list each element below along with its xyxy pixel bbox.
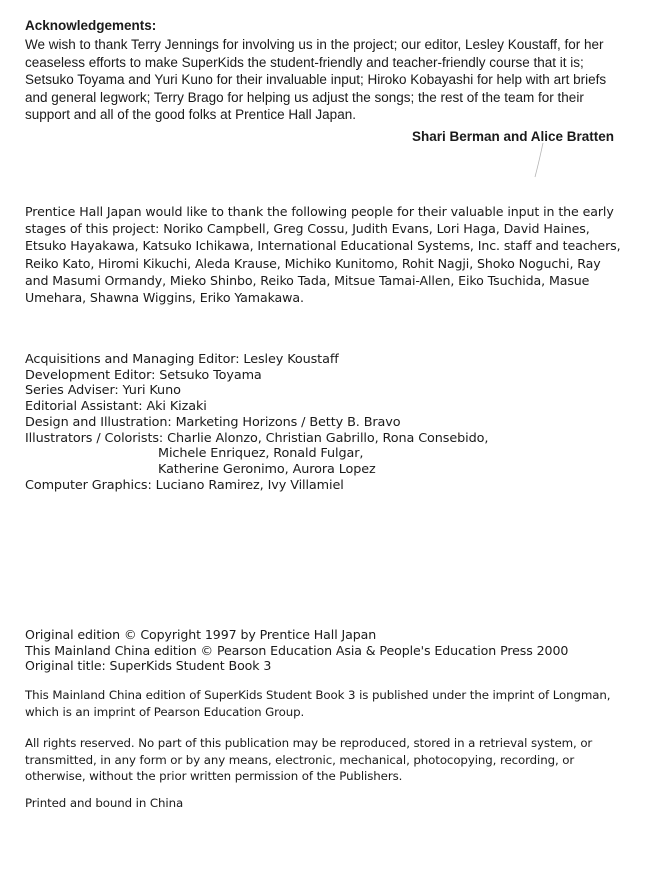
credit-series-adviser: Series Adviser: Yuri Kuno [25, 383, 181, 399]
acknowledgements-line: support and all of the good folks at Prentice Hall Japan. [25, 107, 356, 123]
original-edition-copyright: Original edition © Copyright 1997 by Prentice Hall Japan [25, 627, 377, 642]
credit-illustrators-continued: Katherine Geronimo, Aurora Lopez [158, 461, 376, 477]
stray-pen-mark [533, 142, 545, 178]
acknowledgements-heading: Acknowledgements: [25, 18, 157, 33]
thanks-line: Etsuko Hayakawa, Katsuko Ichikawa, International Educational Systems, Inc. staff and teachers, [25, 238, 621, 254]
authors-signature: Shari Berman and Alice Bratten [411, 129, 614, 144]
mainland-edition-copyright: This Mainland China edition © Pearson Education Asia & People's Education Press 2000 [25, 642, 569, 658]
acknowledgements-line: Setsuko Toyama and Yuri Kuno for their invaluable input; Hiroko Kobayashi for help with art briefs [25, 72, 607, 88]
rights-line: All rights reserved. No part of this publication may be reproduced, stored in a retrieval system, or [25, 736, 593, 750]
rights-line: transmitted, in any form or by any means, electronic, mechanical, photocopying, recording, or [25, 752, 575, 767]
credit-illustrators: Illustrators / Colorists: Charlie Alonzo, Christian Gabrillo, Rona Consebido, [25, 430, 489, 446]
imprint-line: This Mainland China edition of SuperKids Student Book 3 is published under the imprint of Longman, [25, 688, 611, 702]
thanks-line: Reiko Kato, Hiromi Kikuchi, Aleda Krause, Michiko Kunitomo, Rohit Nagji, Shoko Noguchi, Ray [25, 255, 601, 271]
edition-info [25, 627, 635, 674]
prentice-hall-thanks [25, 203, 635, 306]
thanks-line: and Masumi Ormandy, Mieko Shinbo, Reiko Tada, Mitsue Tamai-Allen, Eiko Tsuchida, Masue [25, 272, 590, 288]
acknowledgements-line: and general legwork; Terry Brago for helping us adjust the songs; the rest of the team for their [25, 89, 584, 105]
thanks-line: Umehara, Shawna Wiggins, Eriko Yamakawa. [25, 290, 304, 306]
credit-development-editor: Development Editor: Setsuko Toyama [25, 367, 262, 383]
imprint-notice [25, 687, 635, 721]
acknowledgements-text [25, 36, 635, 124]
production-credits [25, 352, 625, 493]
credit-editorial-assistant: Editorial Assistant: Aki Kizaki [25, 399, 207, 415]
acknowledgements-line: We wish to thank Terry Jennings for involving us in the project; our editor, Lesley Koustaff, for her [25, 37, 604, 52]
rights-notice [25, 735, 635, 785]
credit-design-illustration: Design and Illustration: Marketing Horizons / Betty B. Bravo [25, 414, 401, 430]
thanks-line: stages of this project: Noriko Campbell, Greg Cossu, Judith Evans, Lori Haga, David Haines, [25, 221, 590, 237]
credit-computer-graphics: Computer Graphics: Luciano Ramirez, Ivy Villamiel [25, 477, 344, 493]
credit-acquisitions-editor: Acquisitions and Managing Editor: Lesley Koustaff [25, 352, 339, 367]
acknowledgements-line: ceaseless efforts to make SuperKids the student-friendly and teacher-friendly course that it is; [25, 54, 584, 70]
credit-illustrators-continued: Michele Enriquez, Ronald Fulgar, [158, 446, 364, 462]
printed-in-notice: Printed and bound in China [25, 796, 184, 810]
imprint-line: which is an imprint of Pearson Education Group. [25, 705, 305, 719]
thanks-line: Prentice Hall Japan would like to thank the following people for their valuable input in the early [25, 204, 614, 219]
original-title: Original title: SuperKids Student Book 3 [25, 658, 272, 674]
rights-line: otherwise, without the prior written permission of the Publishers. [25, 769, 403, 783]
